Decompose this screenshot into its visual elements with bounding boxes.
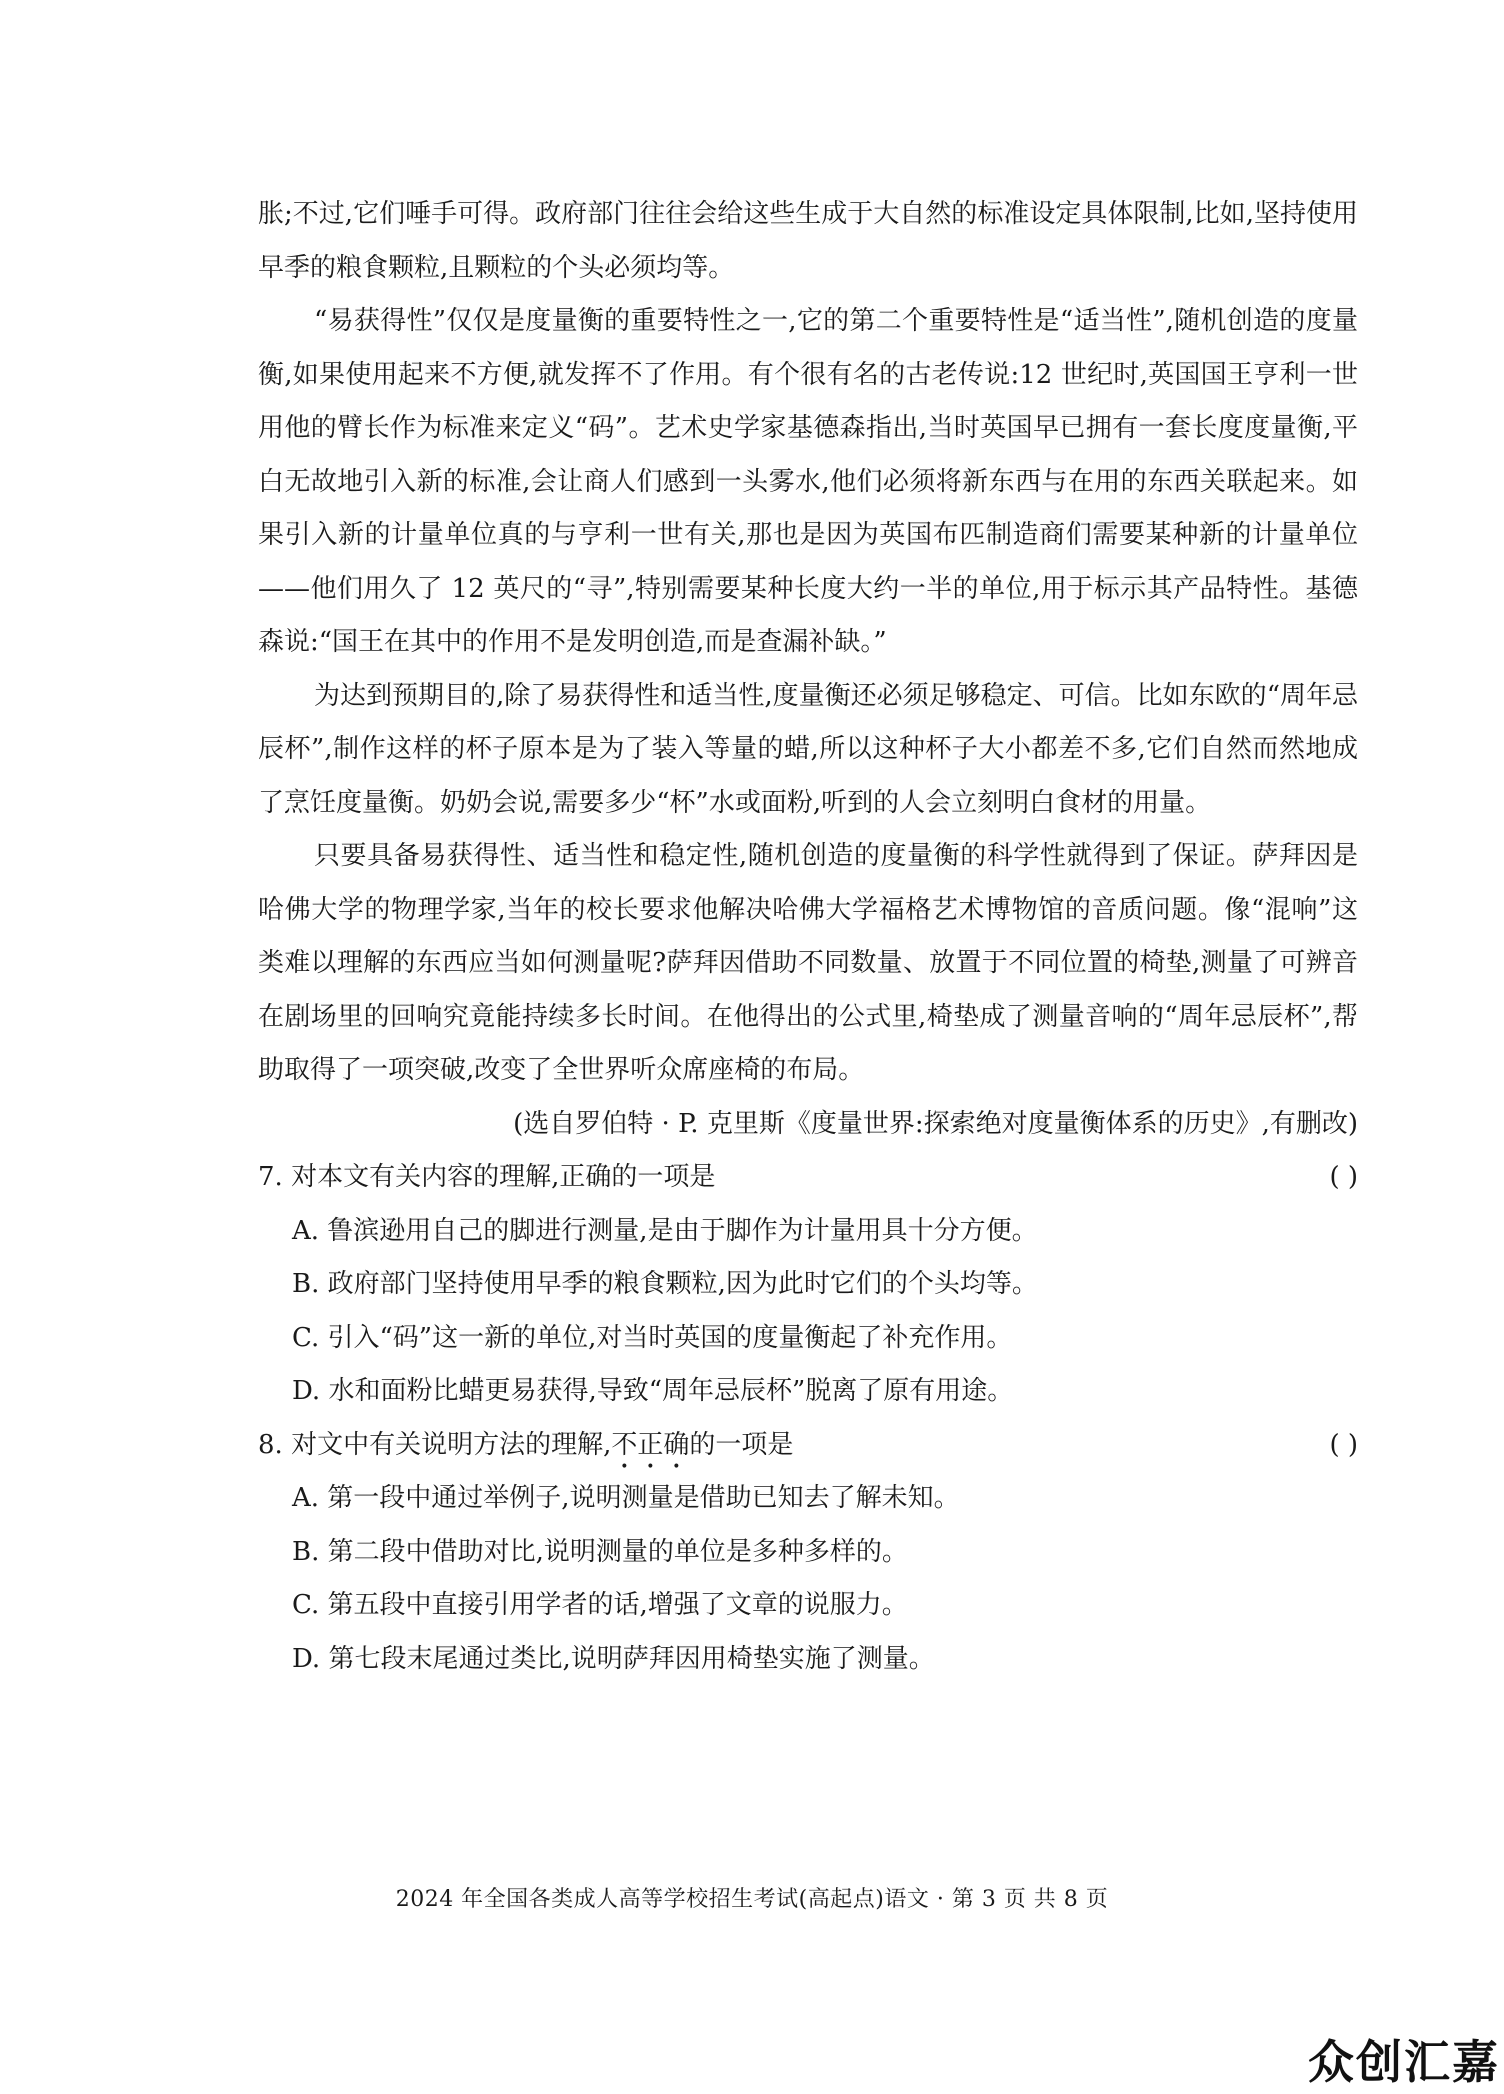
question-7-stem: 7. 对本文有关内容的理解,正确的一项是 [258,1162,716,1192]
passage-paragraph-1: 胀;不过,它们唾手可得。政府部门往往会给这些生成于大自然的标准设定具体限制,比如,坚持使用早季的粮食颗粒,且颗粒的个头必须均等。 [258,199,1358,283]
passage-paragraph-3: 为达到预期目的,除了易获得性和适当性,度量衡还必须足够稳定、可信。比如东欧的“周年忌辰杯”,制作这样的杯子原本是为了装入等量的蜡,所以这种杯子大小都差不多,它们自然而然地成了烹饪度量衡。奶奶会说,需要多少“杯”水或面粉,听到的人会立刻明白食材的用量。 [258,680,1358,818]
question-8-stem-after: 的一项是 [689,1429,794,1460]
question-8-option-b: B. 第二段中借助对比,说明测量的单位是多种多样的。 [292,1536,908,1567]
question-8 [258,1419,1358,1473]
question-7-option-a: A. 鲁滨逊用自己的脚进行测量,是由于脚作为计量用具十分方便。 [292,1215,1038,1246]
question-7-option-c: C. 引入“码”这一新的单位,对当时英国的度量衡起了补充作用。 [292,1322,1013,1353]
question-7 [258,1151,1358,1205]
page-footer: 2024 年全国各类成人高等学校招生考试(高起点)语文 · 第 3 页 共 8 页 [395,1887,1109,1912]
question-7-answer-blank: ( ) [1329,1162,1358,1192]
question-8-option-d: D. 第七段末尾通过类比,说明萨拜因用椅垫实施了测量。 [292,1643,935,1674]
question-8-answer-blank: ( ) [1329,1429,1358,1460]
question-8-option-c: C. 第五段中直接引用学者的话,增强了文章的说服力。 [292,1590,908,1620]
passage-paragraph-2: “易获得性”仅仅是度量衡的重要特性之一,它的第二个重要特性是“适当性”,随机创造的度量衡,如果使用起来不方便,就发挥不了作用。有个很有名的古老传说:12 世纪时,英国国王亨利一世用他的臂长作为标准来定义“码”。艺术史学家基德森指出,当时英国早已拥有一套长度度量衡,平白无故地引入新的标准,会让商人们感到一头雾水,他们必须将新东西与在用的东西关联起来。如果引入新的计量单位真的与亨利一世有关,那也是因为英国布匹制造商们需要某种新的计量单位——他们用久了 12 英尺的“寻”,特别需要某种长度大约一半的单位,用于标示其产品特性。基德森说:“国王在其中的作用不是发明创造,而是查漏补缺。” [258,306,1358,657]
question-8-stem-before: 8. 对文中有关说明方法的理解, [258,1429,612,1460]
question-8-emphasis-char-1: 不 [611,1429,638,1460]
question-7-option-b: B. 政府部门坚持使用早季的粮食颗粒,因为此时它们的个头均等。 [292,1269,1038,1299]
exam-page-body [258,188,1358,1686]
question-7-option-d: D. 水和面粉比蜡更易获得,导致“周年忌辰杯”脱离了原有用途。 [292,1376,1014,1406]
passage-paragraph-4: 只要具备易获得性、适当性和稳定性,随机创造的度量衡的科学性就得到了保证。萨拜因是哈佛大学的物理学家,当年的校长要求他解决哈佛大学福格艺术博物馆的音质问题。像“混响”这类难以理解的东西应当如何测量呢?萨拜因借助不同数量、放置于不同位置的椅垫,测量了可辨音在剧场里的回响究竟能持续多长时间。在他得出的公式里,椅垫成了测量音响的“周年忌辰杯”,帮助取得了一项突破,改变了全世界听众席座椅的布局。 [258,841,1358,1085]
question-8-option-a: A. 第一段中通过举例子,说明测量是借助已知去了解未知。 [292,1483,960,1513]
passage-source: (选自罗伯特 · P. 克里斯《度量世界:探索绝对度量衡体系的历史》,有删改) [513,1108,1358,1139]
question-8-emphasis-char-2: 正 [637,1429,664,1460]
question-8-emphasis-char-3: 确 [663,1429,690,1460]
watermark-logo: 众创汇嘉 [1308,2035,1500,2089]
